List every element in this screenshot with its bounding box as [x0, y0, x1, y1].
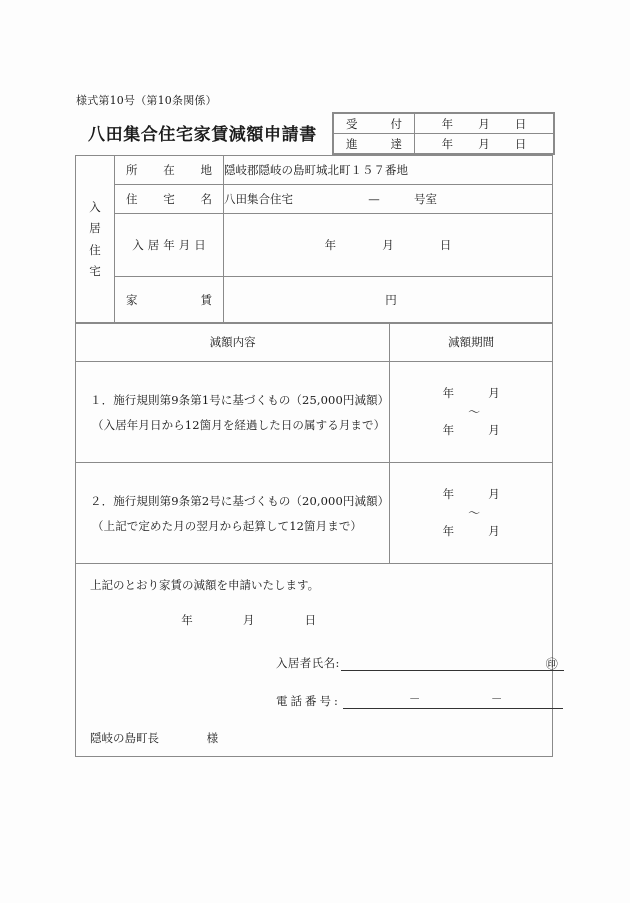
- address-value[interactable]: 隠岐郡隠岐の島町城北町１５７番地: [224, 156, 553, 185]
- receipt-row-shintatsu: [334, 134, 554, 154]
- reduction-1-line2: （入居年月日から12箇月を経過した日の属する月まで）: [92, 417, 386, 432]
- declaration-row: [76, 564, 553, 757]
- rent-currency-label: 円: [385, 293, 397, 307]
- receipt-label-shintatsu: [334, 134, 415, 154]
- address-label: [115, 156, 224, 185]
- period-1-to-month: 月: [488, 423, 500, 437]
- declaration-month: 月: [242, 613, 255, 627]
- receipt-box: [332, 112, 555, 155]
- receipt-year: 年: [441, 116, 454, 131]
- vlabel-char-2: 居: [89, 221, 101, 236]
- receipt-label-char-2: 付: [390, 116, 402, 131]
- period-2-to-year: 年: [442, 524, 455, 538]
- housing-name-dash: —: [368, 192, 380, 206]
- move-in-date-value[interactable]: [224, 214, 553, 277]
- table-row-move-in-date: [76, 214, 553, 277]
- applicant-name-input[interactable]: [341, 657, 564, 671]
- form-number: 様式第10号（第10条関係）: [76, 94, 217, 107]
- main-form-table: [75, 155, 553, 324]
- move-in-year: 年: [324, 238, 337, 252]
- receipt-row-uketsuke: [334, 114, 554, 134]
- reduction-content-2: [76, 463, 390, 564]
- forward-label-char-2: 達: [390, 136, 402, 151]
- period-2-from-year: 年: [442, 486, 455, 501]
- reduction-2-line1: ２．施行規則第9条第2号に基づくもの（20,000円減額）: [90, 493, 390, 508]
- table-row-address: [76, 156, 553, 185]
- period-1-from-month: 月: [488, 385, 500, 400]
- move-in-day: 日: [439, 238, 452, 252]
- forward-year: 年: [441, 136, 454, 151]
- resident-vertical-label: [76, 156, 115, 324]
- housing-name-label: [115, 185, 224, 214]
- room-unit-label: 号室: [414, 192, 437, 206]
- vlabel-char-3: 住: [89, 242, 101, 257]
- rent-label-char-2: 賃: [200, 293, 212, 307]
- applicant-name-row: [276, 655, 558, 671]
- declaration-cell: [76, 564, 558, 757]
- period-1-to-year: 年: [442, 423, 455, 437]
- move-in-date-label: [115, 214, 224, 277]
- rent-value[interactable]: [224, 277, 553, 324]
- move-in-month: 月: [382, 238, 394, 252]
- move-in-date-label-text: 入居年月日: [132, 238, 210, 252]
- forward-label-char-1: 進: [346, 136, 358, 151]
- reduction-period-2[interactable]: [390, 463, 553, 564]
- housing-name-value[interactable]: [224, 185, 553, 214]
- telephone-dash-1: －: [408, 692, 421, 706]
- reduction-content-1: [76, 362, 390, 463]
- rent-label: [115, 277, 224, 324]
- address-label-char-1: 所: [126, 163, 138, 177]
- reduction-row-1: [76, 362, 553, 463]
- reduction-1-line1: １．施行規則第9条第1号に基づくもの（25,000円減額）: [90, 392, 390, 407]
- page-title: 八田集合住宅家賃減額申請書: [88, 125, 317, 145]
- declaration-day: 日: [304, 613, 317, 627]
- period-1-tilde: ～: [468, 405, 481, 419]
- addressee-name: 隠岐の島町長: [90, 731, 159, 745]
- reduction-header-row: [76, 323, 553, 362]
- declaration-statement: 上記のとおり家賃の減額を申請いたします。: [90, 578, 320, 592]
- telephone-input[interactable]: [343, 692, 563, 709]
- forward-day: 日: [514, 136, 527, 151]
- forward-month: 月: [478, 136, 490, 151]
- receipt-label-char-1: 受: [346, 116, 358, 131]
- telephone-dash-2: －: [490, 692, 503, 706]
- vlabel-char-1: 入: [89, 199, 101, 214]
- housing-label-char-2: 宅: [163, 192, 175, 206]
- receipt-label-uketsuke: [334, 114, 415, 134]
- rent-label-char-1: 家: [126, 293, 138, 307]
- addressee: [90, 730, 218, 746]
- telephone-row: [276, 693, 563, 709]
- receipt-month: 月: [478, 116, 490, 131]
- telephone-label: 電話番号:: [276, 694, 341, 708]
- vlabel-char-4: 宅: [89, 263, 101, 278]
- seal-icon: ㊞: [545, 657, 558, 671]
- period-2-from-month: 月: [488, 486, 500, 501]
- period-1-from-year: 年: [442, 385, 455, 400]
- housing-label-char-3: 名: [200, 192, 212, 206]
- reduction-table: [75, 322, 558, 757]
- address-label-char-2: 在: [163, 163, 175, 177]
- table-row-rent: [76, 277, 553, 324]
- reduction-row-2: [76, 463, 553, 564]
- reduction-period-1[interactable]: [390, 362, 553, 463]
- reduction-2-line2: （上記で定めた月の翌月から起算して12箇月まで）: [92, 518, 363, 533]
- reduction-content-header: 減額内容: [76, 323, 390, 362]
- reduction-period-header: 減額期間: [390, 323, 553, 362]
- housing-name-text: 八田集合住宅: [224, 192, 293, 206]
- receipt-date-uketsuke[interactable]: [415, 114, 554, 134]
- receipt-day: 日: [514, 116, 527, 131]
- declaration-date[interactable]: [158, 612, 339, 628]
- addressee-honorific: 様: [206, 731, 219, 745]
- housing-label-char-1: 住: [126, 192, 138, 206]
- period-2-tilde: ～: [468, 506, 481, 520]
- applicant-name-label: 入居者氏名:: [276, 656, 340, 670]
- period-2-to-month: 月: [488, 524, 500, 538]
- table-row-housing-name: [76, 185, 553, 214]
- receipt-date-shintatsu[interactable]: [415, 134, 554, 154]
- declaration-year: 年: [181, 613, 193, 627]
- address-label-char-3: 地: [200, 163, 212, 177]
